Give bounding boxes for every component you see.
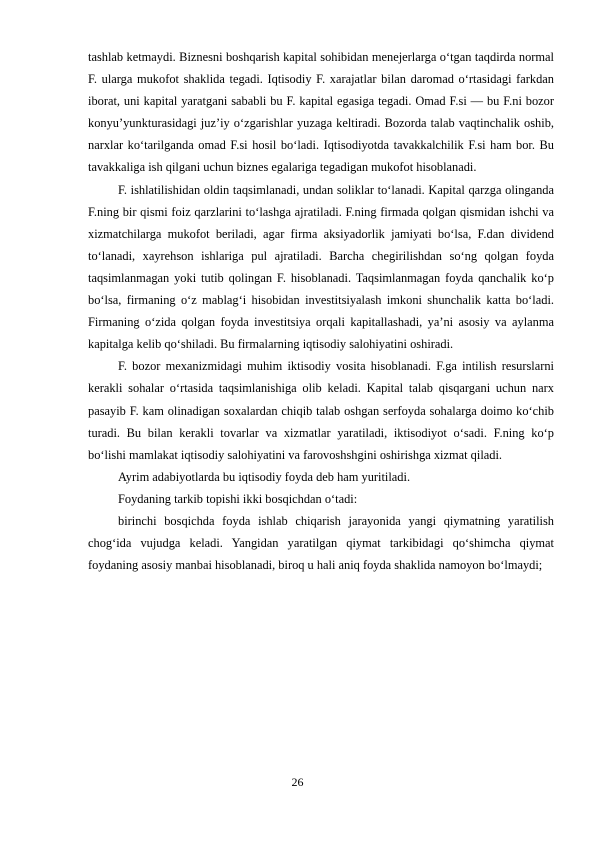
paragraph-continuation: tashlab ketmaydi. Biznesni boshqarish kapital sohibidan menejerlarga o‘tgan taqdirda normal F. ularga mukofot shaklida tegadi. Iqtisodiy F. xarajatlar bilan daromad o‘rtasidagi farkdan iborat, uni kapital yaratgani sababli bu F. kapital egasiga tegadi. Omad F.si — bu F.ni bozor konyu’yunkturasidagi juz’iy o‘zgarishlar yuzaga keltiradi. Bozorda talab vaqtinchalik oshib, narxlar ko‘tarilganda omad F.si hosil bo‘ladi. Iqtisodiyotda tavakkalchilik F.si ham bor. Bu tavakkaliga ish qilgani uchun biznes egalariga tegadigan mukofot hisoblanadi. — [88, 50, 554, 175]
paragraph-market-mechanism: F. bozor mexanizmidagi muhim iktisodiy vosita hisoblanadi. F.ga intilish resurslarni kerakli sohalar o‘rtasida taqsimlanishiga olib keladi. Kapital talab qisqargani uchun narx pasayib F. kam olinadigan soxalardan chiqib talab oshgan serfoyda sohalarga doimo ko‘chib turadi. Bu bilan kerakli tovarlar va xizmatlar yaratiladi, iktisodiyot o‘sadi. F.ning ko‘p bo‘lishi mamlakat iqtisodiy salohiyatini va farovoshshgini oshirishga xizmat qiladi. — [88, 359, 554, 462]
document-page — [88, 46, 554, 576]
paragraph-profit-distribution: F. ishlatilishidan oldin taqsimlanadi, undan soliklar to‘lanadi. Kapital qarzga olinganda F.ning bir qismi foiz qarzlarini to‘lashga ajratiladi. F.ning firmada qolgan qismidan ishchi va xizmatchilarga mukofot beriladi, agar firma aksiyadorlik jamiyati bo‘lsa, F.dan dividend to‘lanadi, xayrehson ishlariga pul ajratiladi. Barcha chegirilishdan so‘ng qolgan foyda taqsimlanmagan yoki tutib qolingan F. hisoblanadi. Taqsimlanmagan foyda qanchalik ko‘p bo‘lsa, firmaning o‘z mablag‘i hisobidan investitsiyalash imkoni shunchalik katta bo‘ladi. Firmaning o‘zida qolgan foyda investitsiya orqali kapitallashadi, ya’ni asosiy va aylanma kapitalga kelib qo‘shiladi. Bu firmalarning iqtisodiy salohiyatini oshiradi. — [88, 182, 554, 352]
paragraph-literature-note: Ayrim adabiyotlarda bu iqtisodiy foyda deb ham yuritiladi. — [118, 469, 411, 484]
page-number: 26 — [291, 775, 304, 789]
paragraph-stages-intro: Foydaning tarkib topishi ikki bosqichdan o‘tadi: — [118, 491, 358, 506]
paragraph-first-stage: birinchi bosqichda foyda ishlab chiqarish jarayonida yangi qiymatning yaratilish chog‘ida vujudga keladi. Yangidan yaratilgan qiymat tarkibidagi qo‘shimcha qiymat foydaning asosiy manbai hisoblanadi, biroq u hali aniq foyda shaklida namoyon bo‘lmaydi; — [88, 513, 554, 573]
